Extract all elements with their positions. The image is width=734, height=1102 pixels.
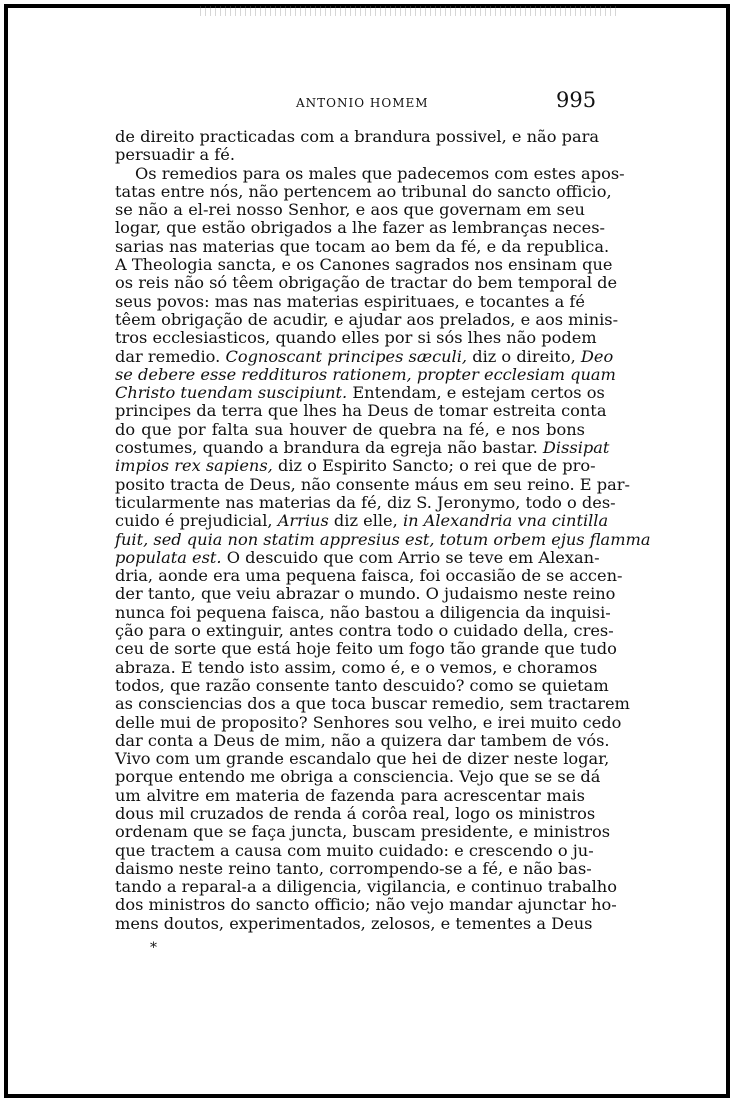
text-run: daismo neste reino tanto, corrompendo-se a fé, e não bas- <box>115 858 592 878</box>
italic-quote: Christo tuendam suscipiunt. <box>115 383 348 403</box>
text-run: todos, que razão consente tanto descuido? como se quietam <box>115 675 609 695</box>
text-line <box>115 474 630 494</box>
text-line <box>115 456 596 476</box>
text-run: os reis não só têem obrigação de tractar do bem temporal de <box>115 273 618 293</box>
italic-quote: Dissipat <box>542 438 610 458</box>
text-run: dos ministros do sancto officio; não vejo mandar ajunctar ho- <box>115 895 617 915</box>
text-line <box>115 273 618 293</box>
text-run: um alvitre em materia de fazenda para acrescentar mais <box>115 785 585 805</box>
text-run: dar remedio. <box>115 346 226 366</box>
text-line <box>115 401 607 421</box>
text-run: tros ecclesiasticos, quando elles por si sós lhes não podem <box>115 328 597 348</box>
text-run: do que por falta sua houver de quebra na fé, e nos bons <box>115 419 585 439</box>
italic-quote: se debere esse reddituros rationem, propter ecclesiam quam <box>115 364 616 384</box>
text-line <box>115 547 600 567</box>
footer-mark: * <box>150 940 157 956</box>
text-run: persuadir a fé. <box>115 145 235 165</box>
text-line <box>115 218 605 238</box>
text-run: posito tracta de Deus, não consente máus em seu reino. E par- <box>115 474 630 494</box>
text-line <box>115 309 619 329</box>
italic-quote: populata est. <box>115 547 222 567</box>
text-run: tando a reparal-a a diligencia, vigilancia, e continuo trabalho <box>115 877 617 897</box>
text-run: dar conta a Deus de mim, não a quizera dar tambem de vós. <box>115 730 610 750</box>
text-line <box>115 293 585 311</box>
text-line <box>115 529 651 549</box>
text-run: porque entendo me obriga a consciencia. Vejo que se se dá <box>115 767 601 787</box>
text-run: Os remedios para os males que padecemos com estes apos- <box>135 163 625 183</box>
italic-quote: fuit, sed quia non statim appresius est, totum orbem ejus flamma <box>115 529 651 549</box>
text-run: seus povos: mas nas materias espirituaes, e tocantes a fé <box>115 291 585 311</box>
text-line <box>115 675 609 695</box>
text-line <box>115 163 625 183</box>
text-line <box>115 913 593 933</box>
text-line <box>115 858 592 878</box>
text-line <box>115 146 585 164</box>
text-line <box>115 584 616 604</box>
text-line <box>115 877 617 897</box>
italic-quote: Arrius <box>277 511 329 531</box>
text-line <box>115 621 614 641</box>
text-run: de direito practicadas com a brandura possivel, e não para <box>115 127 599 146</box>
text-line <box>115 602 611 622</box>
text-run: Entendam, e estejam certos os <box>347 383 605 403</box>
text-line <box>115 840 594 860</box>
text-line <box>115 749 610 769</box>
text-run: sarias nas materias que tocam ao bem da fé, e da republica. <box>115 236 610 256</box>
italic-quote: Cognoscant principes sæculi, <box>225 346 468 366</box>
text-line <box>115 346 614 366</box>
text-run: mens doutos, experimentados, zelosos, e tementes a Deus <box>115 913 593 933</box>
text-run: as consciencias dos a que toca buscar remedio, sem tractarem <box>115 694 630 714</box>
text-run: principes da terra que lhes ha Deus de tomar estreita conta <box>115 401 607 421</box>
text-run: A Theologia sancta, e os Canones sagrados nos ensinam que <box>115 255 613 275</box>
text-line <box>115 438 610 458</box>
italic-quote: in Alexandria vna cintilla <box>402 511 609 531</box>
text-line <box>115 328 597 348</box>
text-line <box>115 803 596 823</box>
text-line <box>115 511 609 531</box>
italic-quote: Deo <box>580 346 614 366</box>
text-run: delle mui de proposito? Senhores sou velho, e irei muito cedo <box>115 712 622 732</box>
text-run: ceu de sorte que está hoje feito um fogo tão grande que tudo <box>115 639 617 659</box>
text-line <box>115 787 585 805</box>
text-line <box>115 181 612 201</box>
text-run: cuido é prejudicial, <box>115 511 278 531</box>
page-number: 995 <box>556 88 597 112</box>
text-line <box>115 566 623 586</box>
text-run: se não a el-rei nosso Senhor, e aos que governam em seu <box>115 200 585 220</box>
text-line <box>115 895 617 915</box>
text-line <box>115 767 601 787</box>
text-line <box>115 639 617 659</box>
text-line <box>115 492 616 512</box>
text-run: têem obrigação de acudir, e ajudar aos prelados, e aos minis- <box>115 309 619 329</box>
text-run: ção para o extinguir, antes contra todo o cuidado della, cres- <box>115 621 614 641</box>
text-run: ordenam que se faça juncta, buscam presidente, e ministros <box>115 822 611 842</box>
text-run: tatas entre nós, não pertencem ao tribunal do sancto officio, <box>115 181 612 201</box>
text-line <box>115 201 585 219</box>
text-run: costumes, quando a brandura da egreja não bastar. <box>115 438 543 458</box>
text-line <box>115 822 611 842</box>
text-run: ticularmente nas materias da fé, diz S. Jeronymo, todo o des- <box>115 492 616 512</box>
text-line <box>115 421 585 439</box>
text-run: logar, que estão obrigados a lhe fazer as lembranças neces- <box>115 218 605 238</box>
body-text <box>115 127 651 933</box>
scan-noise <box>200 6 620 16</box>
text-line <box>115 383 605 403</box>
text-line <box>115 712 622 732</box>
italic-quote: impios rex sapiens, <box>115 456 273 476</box>
text-line <box>115 730 610 750</box>
text-line <box>115 694 630 714</box>
text-run: der tanto, que veiu abrazar o mundo. O judaismo neste reino <box>115 584 616 604</box>
text-run: diz elle, <box>328 511 403 531</box>
text-line <box>115 657 598 677</box>
text-run: Vivo com um grande escandalo que hei de dizer neste logar, <box>115 749 610 769</box>
text-line <box>115 236 610 256</box>
text-line <box>115 364 616 384</box>
running-title: ANTONIO HOMEM <box>296 96 429 110</box>
text-line <box>115 255 613 275</box>
text-run: diz o direito, <box>467 346 581 366</box>
text-run: que tractem a causa com muito cuidado: e crescendo o ju- <box>115 840 594 860</box>
text-run: dous mil cruzados de renda á corôa real, logo os ministros <box>115 803 596 823</box>
text-run: abraza. E tendo isto assim, como é, e o vemos, e choramos <box>115 657 598 677</box>
text-run: O descuido que com Arrio se teve em Alexan- <box>221 547 600 567</box>
text-run: diz o Espirito Sancto; o rei que de pro- <box>272 456 596 476</box>
text-run: nunca foi pequena faisca, não bastou a diligencia da inquisi- <box>115 602 611 622</box>
text-run: dria, aonde era uma pequena faisca, foi occasião de se accen- <box>115 566 623 586</box>
text-line <box>115 127 599 146</box>
